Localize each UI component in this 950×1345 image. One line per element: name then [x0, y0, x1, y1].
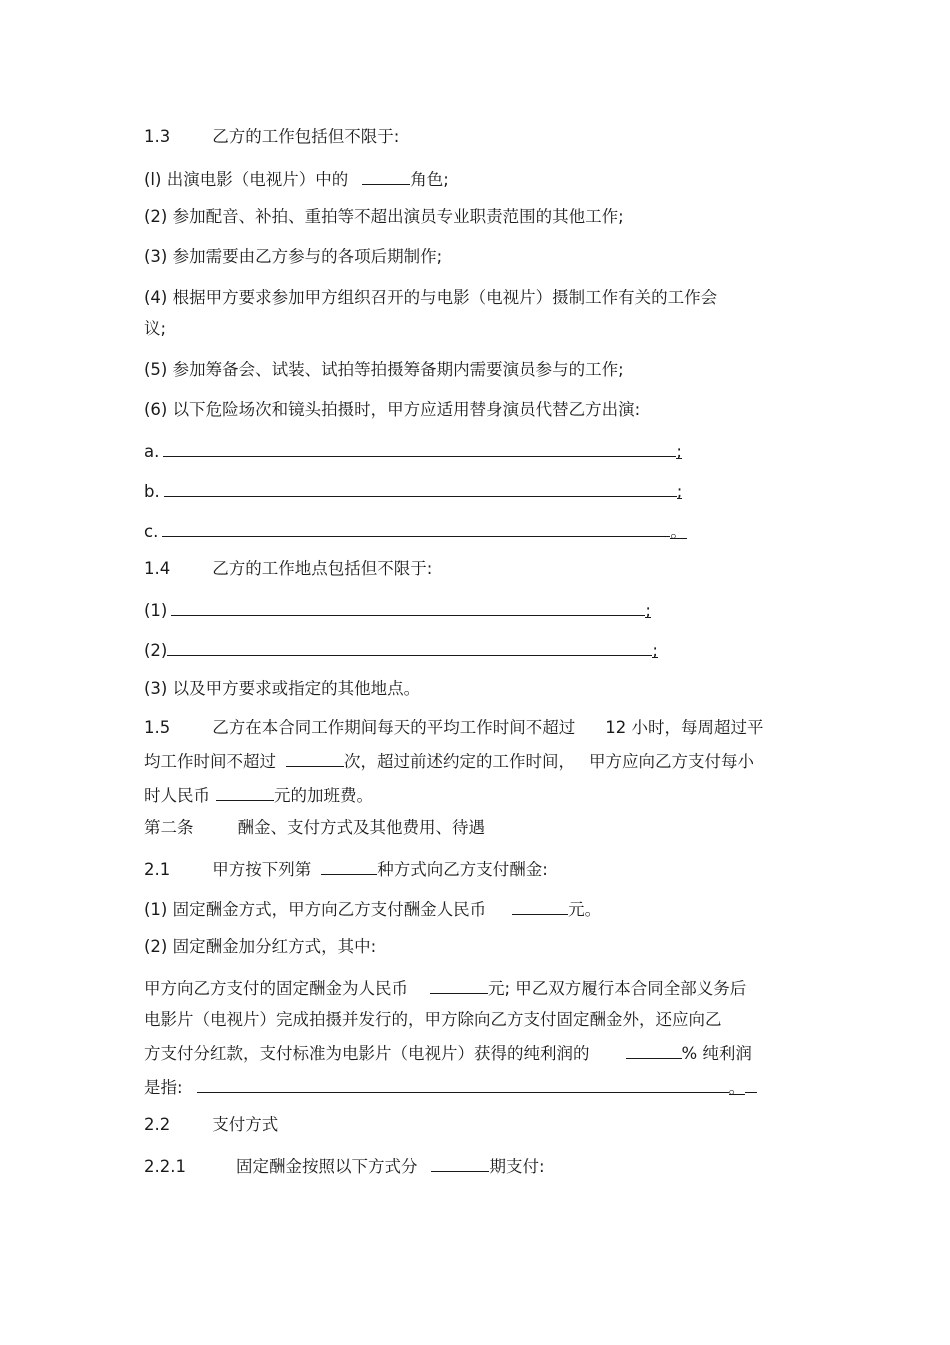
installments-blank — [431, 1154, 489, 1172]
fill-line-c — [144, 519, 687, 543]
item-text: 以及甲方要求或指定的其他地点。 — [172, 679, 421, 698]
clause-text: 甲方应向乙方支付每小 — [589, 752, 754, 771]
clause-2-2-heading — [144, 1114, 278, 1136]
para-text: 元; 甲乙双方履行本合同全部义务后 — [488, 979, 747, 998]
para-text: 甲方向乙方支付的固定酬金为人民币 — [144, 979, 408, 998]
item-label: (3) — [144, 247, 168, 266]
item-text: 固定酬金加分红方式，其中: — [172, 937, 377, 956]
item-text-cont: 议; — [144, 319, 167, 338]
clause-1-4-heading — [144, 558, 432, 580]
clause-1-3-heading — [144, 126, 399, 148]
para-text: 电影片（电视片）完成拍摄并发行的，甲方除向乙方支付固定酬金外，还应向乙 — [144, 1010, 722, 1029]
clause-2-1-item-2 — [144, 936, 376, 958]
clause-2-1-para-line-4 — [144, 1075, 757, 1099]
para-text: 方支付分红款，支付标准为电影片（电视片）获得的纯利润的 — [144, 1044, 590, 1063]
item-label: (3) — [144, 679, 168, 698]
clause-text: 期支付: — [489, 1157, 545, 1176]
definition-blank — [197, 1075, 729, 1093]
item-label: (2) — [144, 937, 168, 956]
clause-2-1-item-1 — [144, 897, 601, 921]
clause-text: 次，超过前述约定的工作时间， — [344, 752, 575, 771]
fill-end: ; — [645, 601, 651, 620]
fill-end: ; — [652, 641, 658, 660]
article-number: 第二条 — [144, 818, 194, 837]
fill-blank — [167, 638, 652, 656]
clause-2-2-1-heading — [144, 1154, 545, 1178]
item-text: 以下危险场次和镜头拍摄时，甲方应适用替身演员代替乙方出演: — [172, 400, 641, 419]
fill-line-2 — [144, 638, 658, 662]
clause-2-1-para-line-3 — [144, 1041, 752, 1065]
clause-title: 支付方式 — [212, 1115, 279, 1134]
fill-end: ; — [676, 482, 683, 501]
item-text: 根据甲方要求参加甲方组织召开的与电影（电视片）摄制工作有关的工作会 — [172, 288, 718, 307]
fill-line-a — [144, 439, 682, 463]
para-text: % 纯利润 — [681, 1044, 752, 1063]
item-label: (4) — [144, 288, 168, 307]
fill-label: (2) — [144, 641, 168, 660]
fill-tail — [745, 1075, 757, 1093]
clause-text: 种方式向乙方支付酬金: — [377, 860, 548, 879]
article-2-heading — [144, 817, 485, 839]
clause-text: 元的加班费。 — [274, 786, 373, 805]
clause-1-3-item-4 — [144, 287, 717, 309]
clause-2-1-para-line-1 — [144, 976, 746, 1000]
clause-1-3-item-5 — [144, 359, 624, 381]
clause-text: 固定酬金按照以下方式分 — [235, 1157, 418, 1176]
item-text: 参加配音、补拍、重拍等不超出演员专业职责范围的其他工作; — [172, 207, 624, 226]
fill-blank — [164, 479, 677, 497]
clause-1-5-line-2 — [144, 749, 754, 773]
clause-number: 2.2 — [144, 1115, 171, 1134]
item-text-end: 角色; — [410, 170, 449, 189]
clause-text: 时人民币 — [144, 786, 210, 805]
fill-end: 。 — [670, 522, 687, 541]
clause-number: 2.2.1 — [144, 1157, 186, 1176]
clause-1-3-item-3 — [144, 246, 442, 268]
fill-end: 。 — [728, 1078, 746, 1097]
clause-1-4-item-3 — [144, 678, 420, 700]
clause-number: 1.3 — [144, 127, 171, 146]
item-text-end: 元。 — [568, 900, 602, 919]
overtime-fee-blank — [216, 783, 274, 801]
fixed-fee-blank — [512, 897, 568, 915]
item-label: (6) — [144, 400, 168, 419]
clause-text: 乙方在本合同工作期间每天的平均工作时间不超过 — [212, 718, 576, 737]
fixed-amount-blank — [430, 976, 488, 994]
fill-blank — [171, 598, 645, 616]
times-blank — [286, 749, 344, 767]
clause-text: 12 小时，每周超过平 — [605, 718, 764, 737]
clause-1-5-line-3 — [144, 783, 373, 807]
method-blank — [321, 857, 377, 875]
item-text: 出演电影（电视片）中的 — [166, 170, 349, 189]
item-label: (1) — [144, 900, 168, 919]
fill-label: c. — [144, 522, 159, 541]
clause-number: 2.1 — [144, 860, 171, 879]
profit-share-blank — [626, 1041, 682, 1059]
item-text: 参加需要由乙方参与的各项后期制作; — [172, 247, 443, 266]
fill-end: ; — [676, 442, 682, 461]
clause-1-3-item-2 — [144, 206, 624, 228]
article-title: 酬金、支付方式及其他费用、待遇 — [237, 818, 485, 837]
item-label: (2) — [144, 207, 168, 226]
fill-blank — [163, 439, 676, 457]
item-text: 参加筹备会、试装、试拍等拍摄筹备期内需要演员参与的工作; — [172, 360, 624, 379]
fill-line-1 — [144, 598, 651, 622]
clause-title: 乙方的工作地点包括但不限于: — [212, 559, 433, 578]
fill-blank — [162, 519, 670, 537]
clause-number: 1.5 — [144, 718, 171, 737]
fill-label: b. — [144, 482, 160, 501]
fill-label: (1) — [144, 601, 168, 620]
clause-1-3-item-4-cont — [144, 318, 166, 340]
clause-text: 甲方按下列第 — [212, 860, 312, 879]
clause-2-1-para-line-2 — [144, 1009, 722, 1031]
item-label: (5) — [144, 360, 168, 379]
clause-2-1-heading — [144, 857, 548, 881]
para-text: 是指: — [144, 1078, 183, 1097]
clause-1-3-item-6 — [144, 399, 640, 421]
clause-1-3-item-1 — [144, 167, 449, 191]
item-text: 固定酬金方式，甲方向乙方支付酬金人民币 — [172, 900, 487, 919]
role-blank — [362, 167, 410, 185]
item-label: (l) — [144, 170, 162, 189]
fill-label: a. — [144, 442, 160, 461]
clause-text: 均工作时间不超过 — [144, 752, 276, 771]
clause-title: 乙方的工作包括但不限于: — [212, 127, 400, 146]
fill-line-b — [144, 479, 682, 503]
clause-1-5-line-1 — [144, 717, 764, 739]
clause-number: 1.4 — [144, 559, 171, 578]
